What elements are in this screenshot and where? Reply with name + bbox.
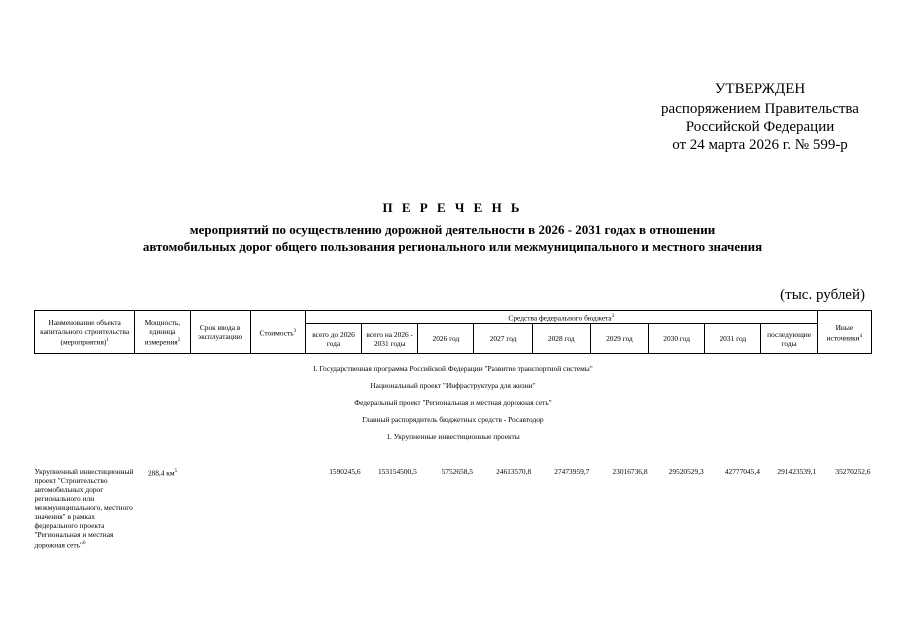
document-subtitle [0,221,905,255]
row-2026: 5752658,5 [441,467,473,477]
header-2026: 2026 год [418,324,474,354]
document-title: П Е Р Е Ч Е Н Ь [382,200,523,215]
approval-heading: УТВЕРЖДЕН [714,81,806,97]
header-capacity: Мощность, единица измерения$^2$ [135,311,190,354]
section-national-project: Национальный проект "Инфраструктура для жизни" [370,381,536,391]
header-2029: 2029 год [590,324,648,354]
header-total-period: всего на 2026 - 2031 годы [362,324,418,354]
section-subsection: 1. Укрупненные инвестиционные проекты [386,432,520,442]
row-2030: 29520529,3 [668,467,704,477]
row-object-name: Укрупненный инвестиционный проект "Строительство автомобильных дорог регионального или межмуниципального, местного значения" в рамках федерального проекта "Региональная и местная дорожная сеть"$^6$ [34,467,134,550]
subtitle-line-1: мероприятий по осуществлению дорожной деятельности в 2026 - 2031 годах в отношении [189,222,716,237]
header-2027: 2027 год [474,324,532,354]
table-row [35,467,872,549]
measures-table [34,310,872,550]
section-federal-project: Федеральный проект "Региональная и местная дорожная сеть" [354,398,552,408]
section-program: I. Государственная программа Российской Федерации "Развитие транспортной системы" [313,364,593,374]
header-cost: Стоимость$^3$ [250,311,305,354]
header-2030: 2030 год [649,324,705,354]
approval-line-1: распоряжением Правительства [661,101,859,117]
subtitle-line-2: автомобильных дорог общего пользования регионального или межмуниципального и местного значения [142,239,763,254]
row-subsequent: 291423539,1 [777,467,817,477]
row-2031: 42777045,4 [724,467,760,477]
approval-block [650,80,870,154]
row-total-period: 153154500,5 [377,467,417,477]
approval-line-2: Российской Федерации [685,119,835,135]
header-federal-budget: Средства федерального бюджета$^3$ [305,311,817,324]
row-2028: 27473959,7 [554,467,590,477]
row-total-before: 1590245,6 [329,467,361,477]
row-2027: 24613570,8 [496,467,532,477]
row-commission [190,467,250,549]
header-total-before: всего до 2026 года [305,324,361,354]
header-2028: 2028 год [532,324,590,354]
row-2029: 23016736,8 [612,467,648,477]
header-2031: 2031 год [705,324,761,354]
row-other-sources: 35270252,6 [835,467,871,477]
header-other-sources: Иные источники$^4$ [817,311,871,354]
row-capacity: 288,4 $км^5$ [147,468,178,478]
row-cost [250,467,305,549]
units-label: (тыс. рублей) [780,287,865,303]
section-administrator: Главный распорядитель бюджетных средств - Росавтодор [362,415,544,425]
header-subsequent: последующие годы [761,324,817,354]
approval-line-3: от 24 марта 2026 г. № 599-р [672,137,848,153]
header-commission: Срок ввода в эксплуатацию [190,311,250,354]
header-object-name: Наименование объекта капитального строительства (мероприятия)$^1$ [35,311,135,354]
